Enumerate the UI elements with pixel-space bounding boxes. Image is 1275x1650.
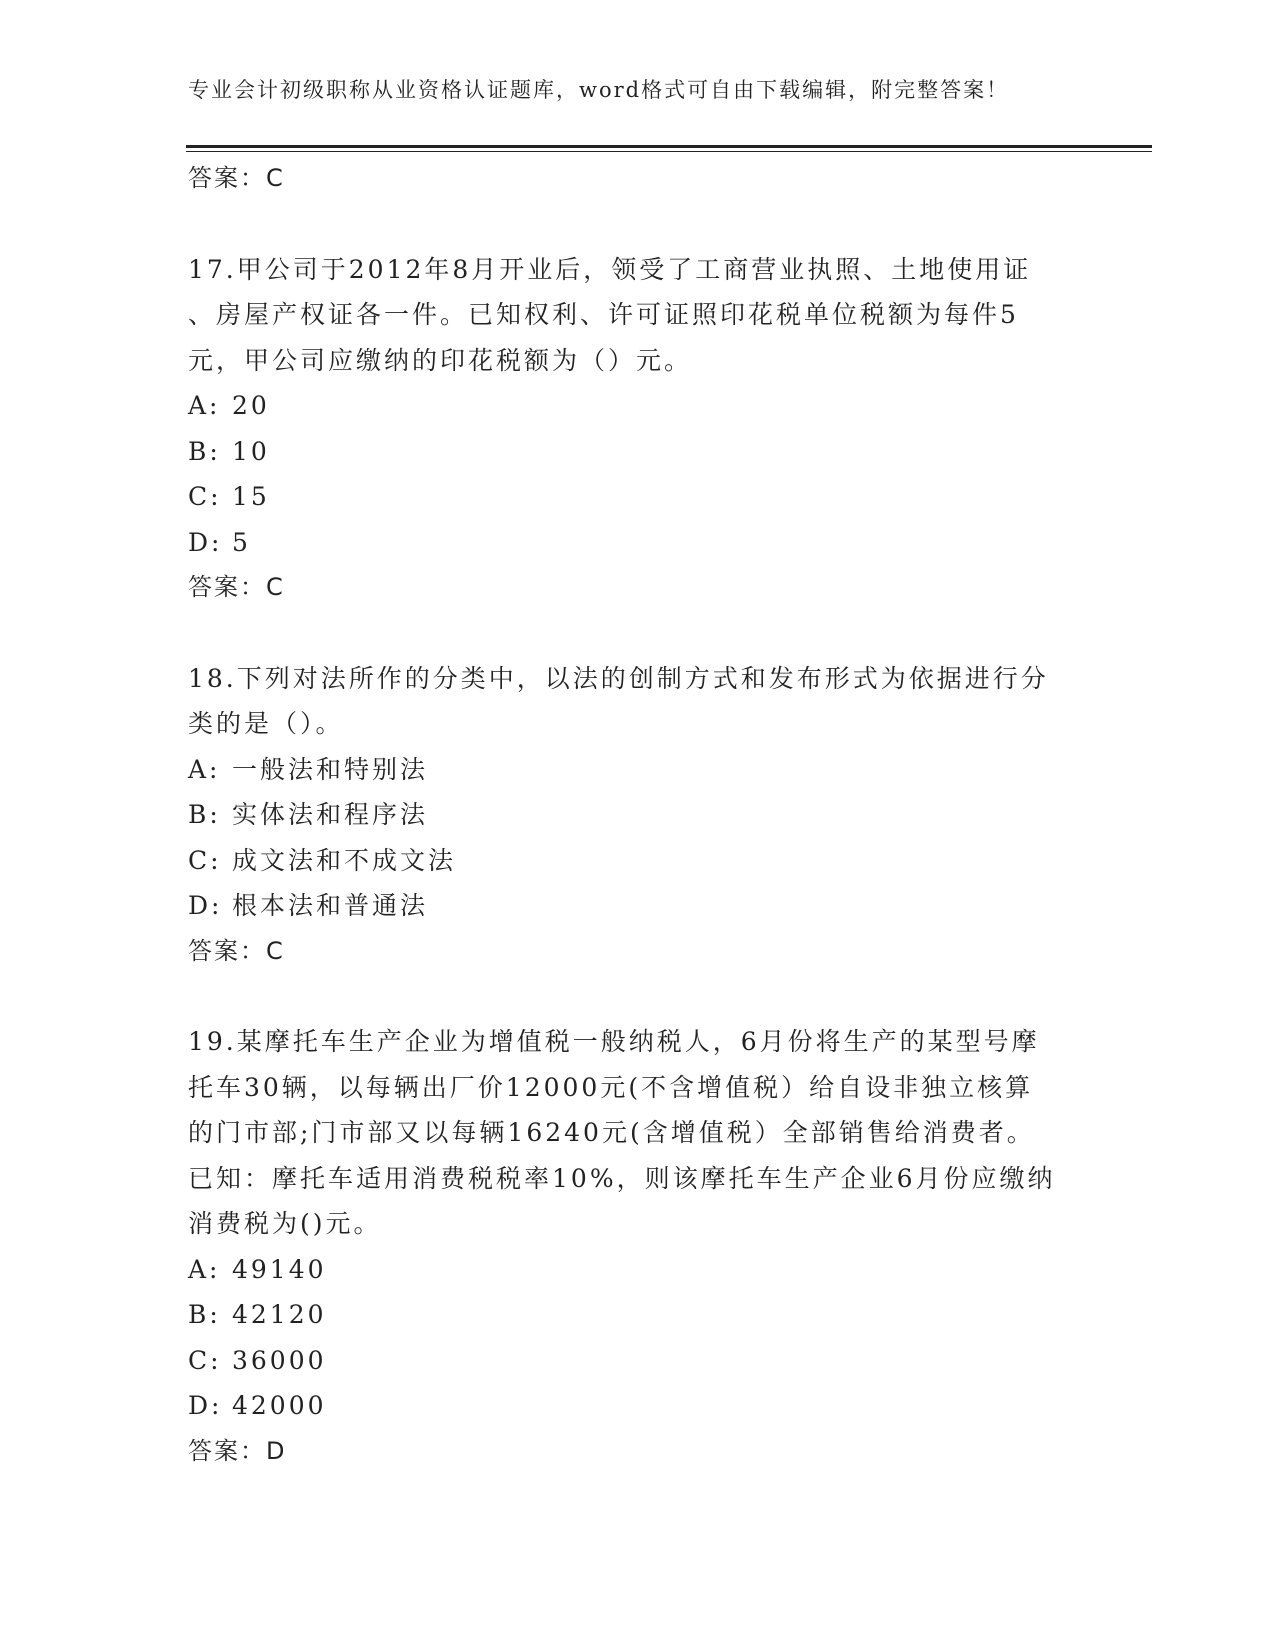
- option-letter: D:: [188, 891, 223, 920]
- option-letter: A:: [188, 754, 221, 784]
- option-b: [188, 429, 1088, 475]
- option-a: [188, 1247, 1088, 1293]
- question-line: 18.下列对法所作的分类中，以法的创制方式和发布形式为依据进行分: [188, 663, 1049, 693]
- option-text: 20: [232, 391, 270, 420]
- option-letter: C:: [188, 482, 222, 511]
- answer-line: 答案：C: [188, 573, 285, 601]
- question-block: [188, 656, 1088, 975]
- header-rule: [186, 145, 1152, 148]
- answer-line: 答案：C: [188, 164, 285, 192]
- option-letter: A:: [188, 1254, 221, 1284]
- option-letter: A:: [188, 391, 221, 420]
- option-text: 42120: [232, 1300, 327, 1329]
- document-body: [188, 156, 1088, 1474]
- option-text: 49140: [232, 1254, 327, 1284]
- option-letter: C:: [188, 1345, 222, 1375]
- option-text: 实体法和程序法: [232, 800, 429, 829]
- answer-line: 答案：D: [188, 1436, 287, 1465]
- option-text: 一般法和特别法: [232, 754, 429, 784]
- option-letter: C:: [188, 845, 222, 875]
- option-c: [188, 1338, 1088, 1384]
- question-line: 的门市部;门市部又以每辆16240元(含增值税）全部销售给消费者。: [188, 1118, 1035, 1147]
- option-b: [188, 792, 1088, 838]
- option-text: 42000: [232, 1391, 327, 1420]
- question-line: 元，甲公司应缴纳的印花税额为（）元。: [188, 345, 693, 375]
- option-letter: D:: [188, 527, 223, 557]
- option-a: [188, 383, 1088, 429]
- question-line: 19.某摩托车生产企业为增值税一般纳税人，6月份将生产的某型号摩: [188, 1027, 1040, 1056]
- option-text: 36000: [232, 1345, 327, 1375]
- option-text: 10: [232, 436, 270, 466]
- question-text: [188, 247, 1088, 384]
- option-c: [188, 838, 1088, 884]
- option-letter: B:: [188, 800, 221, 829]
- question-block: [188, 247, 1088, 611]
- question-block: [188, 1019, 1088, 1474]
- question-line: 消费税为()元。: [188, 1209, 382, 1238]
- option-text: 成文法和不成文法: [232, 845, 457, 875]
- question-line: 类的是（）。: [188, 709, 344, 738]
- page-header: 专业会计初级职称从业资格认证题库，word格式可自由下载编辑，附完整答案！: [188, 78, 1010, 102]
- question-line: 17.甲公司于2012年8月开业后，领受了工商营业执照、土地使用证: [188, 254, 1032, 284]
- option-d: [188, 520, 1088, 566]
- header-rule-thin: [186, 151, 1152, 152]
- option-letter: B:: [188, 436, 221, 466]
- option-b: [188, 1292, 1088, 1338]
- option-letter: D:: [188, 1391, 223, 1420]
- option-c: [188, 474, 1088, 520]
- option-text: 根本法和普通法: [232, 891, 429, 920]
- answer-line: 答案：C: [188, 936, 285, 965]
- option-d: [188, 883, 1088, 929]
- question-line: 已知：摩托车适用消费税税率10%，则该摩托车生产企业6月份应缴纳: [188, 1163, 1056, 1193]
- option-letter: B:: [188, 1300, 221, 1329]
- option-text: 5: [232, 527, 251, 557]
- question-line: 、房屋产权证各一件。已知权利、许可证照印花税单位税额为每件5: [188, 300, 1019, 329]
- option-d: [188, 1383, 1088, 1429]
- question-text: [188, 1019, 1088, 1247]
- option-a: [188, 747, 1088, 793]
- question-line: 托车30辆，以每辆出厂价12000元(不含增值税）给自设非独立核算: [188, 1072, 1034, 1102]
- option-text: 15: [232, 482, 270, 511]
- question-text: [188, 656, 1088, 747]
